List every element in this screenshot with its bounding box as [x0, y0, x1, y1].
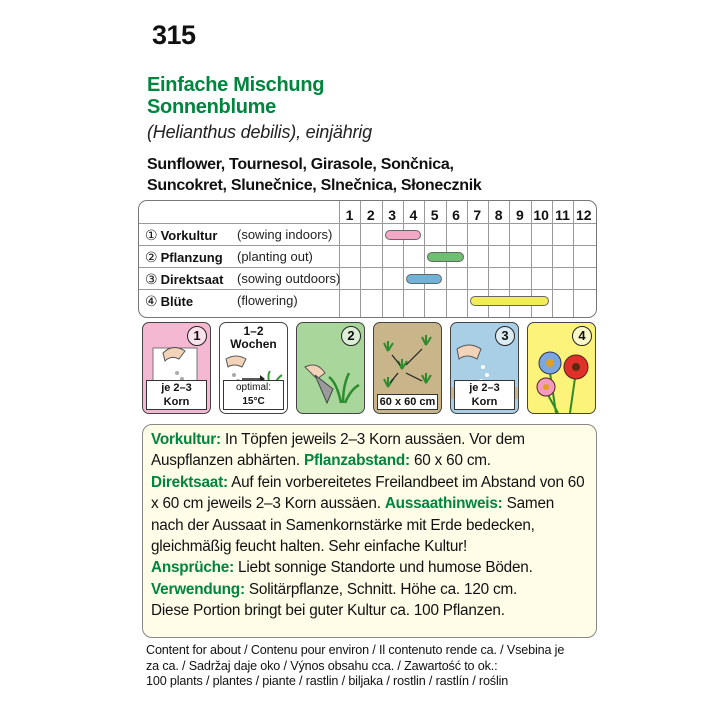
ansprueche-text: Liebt sonnige Standorte und humose Böden.: [234, 559, 533, 577]
row-activity-english: (planting out): [237, 249, 313, 264]
row-activity-english: (sowing outdoors): [237, 271, 341, 286]
product-title: [147, 74, 324, 118]
verwendung-text: Solitärpflanze, Schnitt. Höhe ca. 120 cm.: [244, 580, 518, 598]
calendar-row-label: [145, 227, 333, 244]
calendar-period-bar: [406, 274, 443, 284]
spacing-caption: 60 x 60 cm: [377, 394, 438, 410]
row-activity-english: (flowering): [237, 293, 298, 308]
content-line-3: 100 plants / plantes / piante / rastlin / biljaka / rostlin / rastlín / roślin: [146, 674, 509, 688]
names-line-2: Suncokret, Slunečnice, Slnečnica, Słonecznik: [147, 177, 482, 194]
row-activity: Blüte: [160, 294, 194, 309]
step-badge-3: 3: [495, 326, 515, 346]
pictogram-germination: [219, 322, 288, 414]
article-number: 315: [152, 20, 196, 50]
optimal-temperature: [223, 380, 284, 410]
pictogram-flowering: [527, 322, 596, 414]
pflanzabstand-label: Pflanzabstand:: [303, 452, 410, 470]
calendar-row-label: [145, 271, 341, 288]
row-activity: Vorkultur: [160, 228, 218, 243]
direktsaat-label: Direktsaat:: [151, 473, 228, 491]
row-number: ②: [145, 249, 158, 265]
step-badge-4: 4: [572, 326, 592, 346]
calendar-period-bar: [427, 252, 464, 262]
month-number: 8: [494, 207, 503, 223]
optimal-label: optimal:: [235, 382, 271, 393]
pictogram-spacing: [373, 322, 442, 414]
row-number: ①: [145, 227, 158, 243]
calendar-row-label: [145, 249, 313, 266]
row-activity: Pflanzung: [160, 250, 223, 265]
pflanzabstand-text: 60 x 60 cm.: [409, 452, 491, 470]
calendar-row: [139, 289, 596, 311]
title-line-2: Sonnenblume: [147, 96, 276, 118]
pictogram-strip: [142, 322, 597, 414]
calendar-row: [139, 267, 596, 289]
germination-weeks-label: Wochen: [230, 337, 277, 351]
step-badge-1: 1: [187, 326, 207, 346]
pictogram-caption-seeds-outdoors: je 2–3 Korn: [454, 380, 515, 410]
portion-text: Diese Portion bringt bei guter Kultur ca. 100 Pflanzen.: [151, 602, 505, 620]
calendar-period-bar: [470, 296, 549, 306]
step-badge-2: 2: [341, 326, 361, 346]
month-number: 4: [409, 207, 418, 223]
direktsaat-text: Auf fein vorbereitetes Freilandbeet im Abstand von 60 x 60 cm jeweils 2–3 Korn aussäen.: [151, 473, 585, 513]
month-number: 12: [576, 207, 592, 223]
month-number: 1: [345, 207, 354, 223]
month-number: 10: [533, 207, 549, 223]
verwendung-label: Verwendung:: [151, 580, 245, 598]
aussaat-text: Samen nach der Aussaat in Samenkornstärke mit Erde bedecken, gleichmäßig feucht halten. Sehr einfache Kultur!: [151, 495, 555, 556]
row-number: ③: [145, 271, 158, 287]
month-number: 6: [452, 207, 460, 223]
calendar-row: [139, 245, 596, 267]
sowing-calendar: [138, 200, 597, 318]
row-activity: Direktsaat: [160, 272, 224, 287]
vorkultur-text: In Töpfen jeweils 2–3 Korn aussäen. Vor dem Auspflanzen abhärten.: [151, 431, 525, 470]
names-line-1: Sunflower, Tournesol, Girasole, Sončnica,: [147, 156, 454, 173]
pictogram-caption-seeds: je 2–3 Korn: [146, 380, 207, 410]
ansprueche-label: Ansprüche:: [151, 559, 234, 577]
title-line-1: Einfache Mischung: [147, 74, 325, 96]
row-activity-english: (sowing indoors): [237, 227, 333, 242]
content-line-2: za ca. / Sadržaj daje oko / Výnos obsahu cca. / Zawartość to ok.:: [146, 658, 498, 673]
month-number: 3: [388, 207, 396, 223]
month-number: 11: [555, 207, 570, 223]
row-number: ④: [145, 293, 158, 309]
content-quantity: [146, 643, 606, 690]
month-number: 9: [515, 207, 524, 223]
calendar-period-bar: [385, 230, 422, 240]
month-number: 5: [430, 207, 439, 223]
pictogram-planting-out: [296, 322, 365, 414]
translated-names: [147, 154, 481, 196]
calendar-row-label: [145, 293, 298, 310]
latin-name: (Helianthus debilis), einjährig: [147, 122, 372, 142]
vorkultur-label: Vorkultur:: [151, 431, 221, 448]
content-line-1: Content for about / Contenu pour environ / Il contenuto rende ca. / Vsebina je: [146, 643, 565, 657]
calendar-row: [139, 223, 596, 245]
cultivation-instructions: [142, 424, 597, 638]
pictogram-sow-outdoors: [450, 322, 519, 414]
germination-weeks-range: 1–2: [243, 324, 264, 338]
pictogram-sow-indoors: [142, 322, 211, 414]
month-number: 7: [473, 207, 482, 223]
aussaat-label: Aussaathinweis:: [384, 495, 503, 513]
optimal-value: 15°C: [242, 396, 265, 407]
month-number: 2: [366, 207, 375, 223]
